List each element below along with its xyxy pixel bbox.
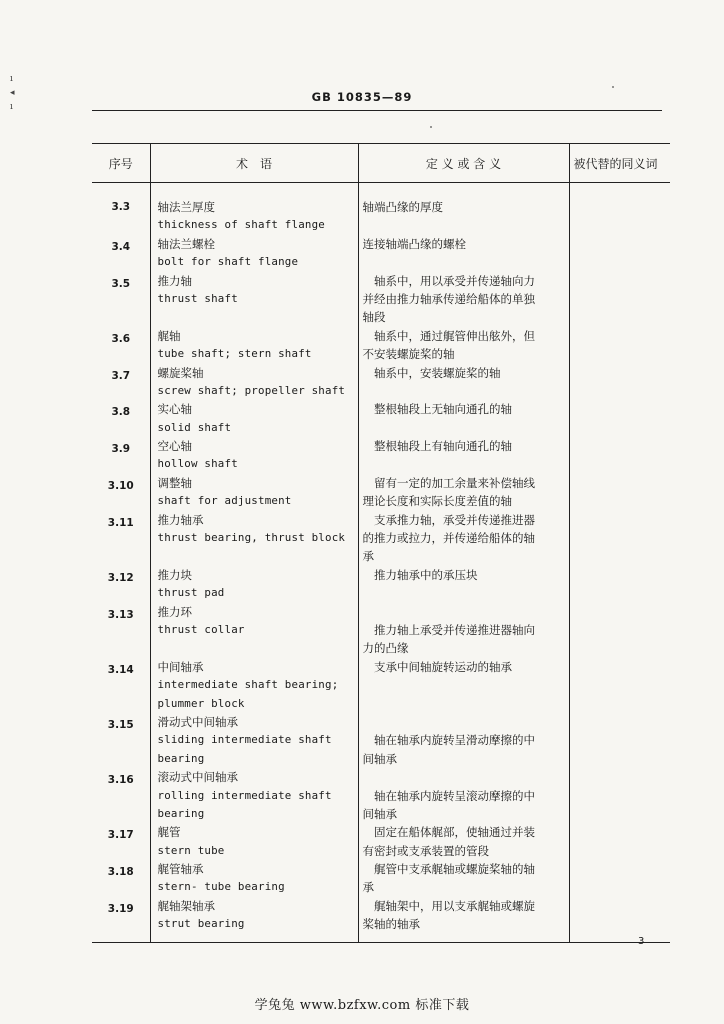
definition-cell — [358, 511, 569, 566]
page-number: 3 — [638, 936, 645, 947]
margin-marks: ı ◂ ı — [10, 74, 15, 112]
term-english: bearing — [157, 751, 205, 765]
term-chinese: 轴法兰螺栓 — [157, 236, 215, 251]
definition-line: 承 — [362, 549, 374, 564]
definition-cell — [358, 272, 569, 327]
definition-line: 留有一定的加工余量来补偿轴线 — [362, 475, 535, 490]
table-row — [92, 713, 670, 768]
definition-line: 轴在轴承内旋转呈滚动摩擦的中 — [362, 788, 535, 803]
table-row — [92, 272, 670, 327]
term-number: 3.12 — [92, 566, 150, 603]
term-number: 3.3 — [92, 183, 150, 235]
synonym-cell — [569, 897, 670, 942]
term-chinese: 调整轴 — [157, 475, 192, 490]
definition-line: 轴端凸缘的厚度 — [362, 200, 443, 214]
table-row — [92, 768, 670, 823]
table-row — [92, 474, 670, 511]
term-english: sliding intermediate shaft — [157, 733, 332, 747]
definition-line: 支承中间轴旋转运动的轴承 — [362, 659, 512, 674]
definition-line — [363, 603, 565, 621]
synonym-cell — [569, 437, 670, 474]
term-cell — [150, 327, 358, 364]
synonym-cell — [569, 183, 670, 235]
scan-speck — [430, 126, 432, 128]
term-cell — [150, 860, 358, 897]
term-cell — [150, 713, 358, 768]
term-number: 3.9 — [92, 437, 150, 474]
term-number: 3.15 — [92, 713, 150, 768]
term-chinese: 推力轴承 — [157, 512, 204, 527]
table-row — [92, 897, 670, 942]
table-row — [92, 860, 670, 897]
definition-cell — [358, 437, 569, 474]
definition-line: 连接轴端凸缘的螺栓 — [362, 236, 466, 251]
term-english: tube shaft; stern shaft — [157, 347, 312, 361]
definition-line: 轴在轴承内旋转呈滑动摩擦的中 — [362, 733, 535, 748]
term-english: strut bearing — [157, 917, 245, 931]
term-chinese: 实心轴 — [157, 402, 192, 417]
definition-line: 整根轴段上有轴向通孔的轴 — [362, 439, 512, 454]
term-number: 3.8 — [92, 400, 150, 437]
term-english: intermediate shaft bearing; — [157, 678, 339, 692]
term-chinese: 艉轴 — [157, 328, 181, 343]
term-english: thrust collar — [157, 622, 245, 636]
term-english: shaft for adjustment — [157, 494, 292, 508]
definition-line: 并经由推力轴承传递给船体的单独 — [362, 291, 535, 306]
definition-line: 承 — [362, 880, 374, 895]
table-row — [92, 327, 670, 364]
definition-line: 轴系中，用以承受并传递轴向力 — [362, 273, 535, 288]
definition-line: 推力轴上承受并传递推进器轴向 — [362, 622, 535, 637]
term-english: plummer block — [157, 696, 245, 710]
definition-cell — [358, 474, 569, 511]
term-cell — [150, 823, 358, 860]
definition-cell — [358, 183, 569, 235]
term-english: thrust shaft — [157, 291, 238, 305]
term-english: hollow shaft — [157, 457, 238, 471]
synonym-cell — [569, 364, 670, 401]
document-code-header: GB 10835—89 — [311, 90, 413, 104]
term-cell — [150, 768, 358, 823]
term-cell — [150, 511, 358, 566]
term-english: rolling intermediate shaft — [157, 788, 332, 802]
term-chinese: 艉管 — [157, 825, 181, 840]
definition-line: 固定在船体艉部，使轴通过并装 — [362, 825, 535, 840]
synonym-cell — [569, 658, 670, 713]
term-english: screw shaft; propeller shaft — [157, 383, 346, 397]
definition-cell — [358, 400, 569, 437]
table-row — [92, 603, 670, 658]
definition-line: 理论长度和实际长度差值的轴 — [362, 494, 512, 509]
term-cell — [150, 474, 358, 511]
term-english: thrust pad — [157, 586, 225, 600]
term-chinese: 艉管轴承 — [157, 862, 204, 877]
term-cell — [150, 603, 358, 658]
table-row — [92, 400, 670, 437]
definition-line — [363, 768, 565, 786]
term-cell — [150, 897, 358, 942]
download-footer: 学兔兔 www.bzfxw.com 标准下载 — [254, 998, 470, 1013]
term-number: 3.17 — [92, 823, 150, 860]
term-chinese: 推力块 — [157, 567, 192, 582]
synonym-cell — [569, 823, 670, 860]
term-number: 3.10 — [92, 474, 150, 511]
term-number: 3.7 — [92, 364, 150, 401]
definition-line — [363, 713, 565, 731]
synonym-cell — [569, 860, 670, 897]
table-row — [92, 511, 670, 566]
term-chinese: 推力轴 — [157, 273, 192, 288]
term-english: thickness of shaft flange — [157, 218, 326, 232]
definition-cell — [358, 768, 569, 823]
terms-table — [92, 143, 670, 943]
term-number: 3.19 — [92, 897, 150, 942]
term-cell — [150, 364, 358, 401]
table-row — [92, 566, 670, 603]
term-number: 3.14 — [92, 658, 150, 713]
table-row — [92, 183, 670, 235]
term-chinese: 螺旋桨轴 — [157, 365, 204, 380]
term-chinese: 滑动式中间轴承 — [157, 714, 238, 729]
synonym-cell — [569, 474, 670, 511]
term-number: 3.11 — [92, 511, 150, 566]
definition-line: 艉轴架中，用以支承艉轴或螺旋 — [362, 898, 535, 913]
term-chinese: 轴法兰厚度 — [157, 200, 215, 214]
synonym-cell — [569, 603, 670, 658]
definition-line: 轴系中，安装螺旋桨的轴 — [362, 365, 501, 380]
definition-line: 艉管中支承艉轴或螺旋桨轴的轴 — [362, 862, 535, 877]
term-number: 3.6 — [92, 327, 150, 364]
synonym-cell — [569, 272, 670, 327]
synonym-cell — [569, 566, 670, 603]
column-header-synonym: 被代替的同义词 — [569, 144, 670, 183]
term-cell — [150, 566, 358, 603]
column-header-definition: 定 义 或 含 义 — [358, 144, 569, 183]
term-chinese: 中间轴承 — [157, 659, 204, 674]
term-number: 3.5 — [92, 272, 150, 327]
definition-line: 不安装螺旋桨的轴 — [362, 347, 455, 362]
table-row — [92, 364, 670, 401]
term-chinese: 空心轴 — [157, 439, 192, 454]
definition-line: 间轴承 — [362, 751, 397, 766]
definition-line: 推力轴承中的承压块 — [362, 567, 478, 582]
definition-line: 桨轴的轴承 — [362, 917, 420, 932]
synonym-cell — [569, 511, 670, 566]
term-number: 3.13 — [92, 603, 150, 658]
term-cell — [150, 272, 358, 327]
term-english: bearing — [157, 806, 205, 820]
definition-cell — [358, 823, 569, 860]
term-english: stern- tube bearing — [157, 880, 285, 894]
term-english: bolt for shaft flange — [157, 255, 299, 269]
definition-cell — [358, 566, 569, 603]
definition-cell — [358, 658, 569, 713]
definition-line: 轴系中，通过艉管伸出舷外，但 — [362, 328, 535, 343]
definition-line: 力的凸缘 — [362, 641, 409, 656]
column-header-term: 术 语 — [150, 144, 358, 183]
term-cell — [150, 437, 358, 474]
term-cell — [150, 235, 358, 272]
term-english: stern tube — [157, 843, 225, 857]
definition-line: 整根轴段上无轴向通孔的轴 — [362, 402, 512, 417]
synonym-cell — [569, 768, 670, 823]
synonym-cell — [569, 235, 670, 272]
definition-cell — [358, 603, 569, 658]
term-english: solid shaft — [157, 420, 232, 434]
definition-line: 支承推力轴，承受并传递推进器 — [362, 512, 535, 527]
definition-line: 的推力或拉力，并传递给船体的轴 — [362, 531, 535, 546]
term-cell — [150, 658, 358, 713]
term-number: 3.4 — [92, 235, 150, 272]
table-row — [92, 658, 670, 713]
definition-cell — [358, 327, 569, 364]
term-chinese: 滚动式中间轴承 — [157, 770, 238, 785]
term-number: 3.16 — [92, 768, 150, 823]
term-chinese: 推力环 — [157, 604, 192, 619]
definition-line: 有密封或支承装置的管段 — [362, 843, 489, 858]
synonym-cell — [569, 400, 670, 437]
table-header-row — [92, 144, 670, 183]
scan-speck — [612, 86, 614, 88]
column-header-number: 序号 — [92, 144, 150, 183]
term-chinese: 艉轴架轴承 — [157, 898, 215, 913]
synonym-cell — [569, 713, 670, 768]
table-row — [92, 437, 670, 474]
synonym-cell — [569, 327, 670, 364]
term-cell — [150, 400, 358, 437]
table-row — [92, 823, 670, 860]
table-row — [92, 235, 670, 272]
definition-line: 轴段 — [362, 310, 386, 325]
header-rule — [92, 110, 662, 111]
definition-cell — [358, 235, 569, 272]
definition-line: 间轴承 — [362, 806, 397, 821]
definition-cell — [358, 364, 569, 401]
definition-cell — [358, 897, 569, 942]
definition-cell — [358, 860, 569, 897]
term-number: 3.18 — [92, 860, 150, 897]
definition-cell — [358, 713, 569, 768]
term-cell — [150, 183, 358, 235]
term-english: thrust bearing, thrust block — [157, 531, 346, 545]
